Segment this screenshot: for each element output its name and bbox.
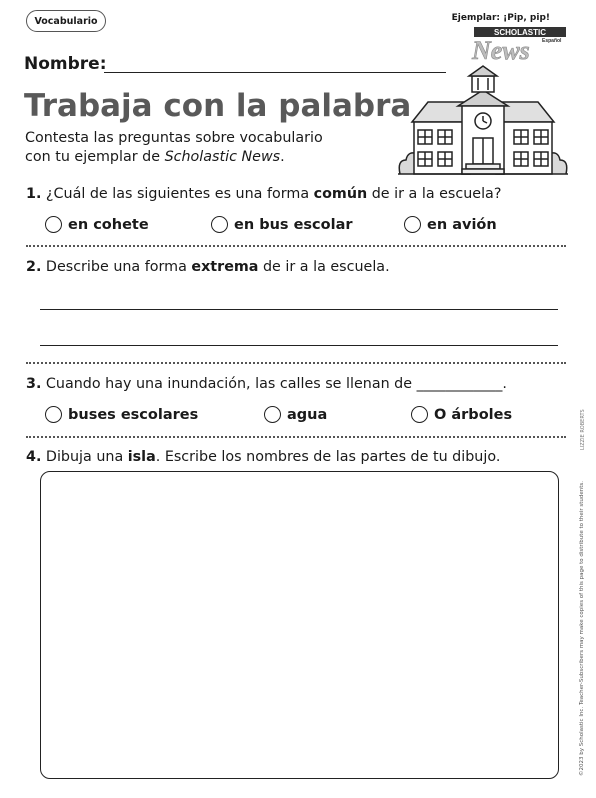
q1-option-2[interactable]: en bus escolar: [211, 216, 353, 233]
divider: [26, 436, 566, 438]
illustrator-credit: LIZZIE ROBERTS: [580, 409, 586, 450]
question-1: 1. ¿Cuál de las siguientes es una forma común de ir a la escuela?: [26, 186, 502, 202]
svg-text:Español: Español: [542, 38, 562, 44]
q3-option-3[interactable]: O árboles: [411, 406, 512, 423]
school-building-illustration: [398, 64, 568, 179]
name-field[interactable]: [104, 72, 446, 73]
drawing-area[interactable]: [40, 471, 559, 779]
radio-circle-icon[interactable]: [45, 216, 62, 233]
name-label: Nombre:: [24, 54, 107, 74]
svg-text:SCHOLASTIC: SCHOLASTIC: [494, 28, 546, 37]
q2-answer-line-1[interactable]: [40, 309, 558, 310]
copyright-notice: ©2023 by Scholastic Inc. Teacher-Subscribers may make copies of this page to distribute to their students.: [579, 481, 585, 776]
q3-option-1[interactable]: buses escolares: [45, 406, 198, 423]
page-title: Trabaja con la palabra: [24, 88, 412, 124]
question-2: 2. Describe una forma extrema de ir a la escuela.: [26, 259, 390, 275]
issue-label: Ejemplar: ¡Pip, pip!: [451, 13, 550, 23]
radio-circle-icon[interactable]: [404, 216, 421, 233]
vocabulary-tag: Vocabulario: [26, 10, 106, 32]
radio-circle-icon[interactable]: [411, 406, 428, 423]
divider: [26, 245, 566, 247]
question-3: 3. Cuando hay una inundación, las calles se llenan de ____________.: [26, 376, 507, 392]
q1-option-3[interactable]: en avión: [404, 216, 497, 233]
divider: [26, 362, 566, 364]
page-subtitle: Contesta las preguntas sobre vocabulario con tu ejemplar de Scholastic News.: [25, 130, 323, 165]
radio-circle-icon[interactable]: [45, 406, 62, 423]
scholastic-news-logo: [470, 25, 570, 65]
svg-text:News: News: [472, 36, 530, 65]
q2-answer-line-2[interactable]: [40, 345, 558, 346]
q1-option-1[interactable]: en cohete: [45, 216, 149, 233]
radio-circle-icon[interactable]: [211, 216, 228, 233]
question-4: 4. Dibuja una isla. Escribe los nombres de las partes de tu dibujo.: [26, 449, 501, 465]
radio-circle-icon[interactable]: [264, 406, 281, 423]
q3-option-2[interactable]: agua: [264, 406, 327, 423]
